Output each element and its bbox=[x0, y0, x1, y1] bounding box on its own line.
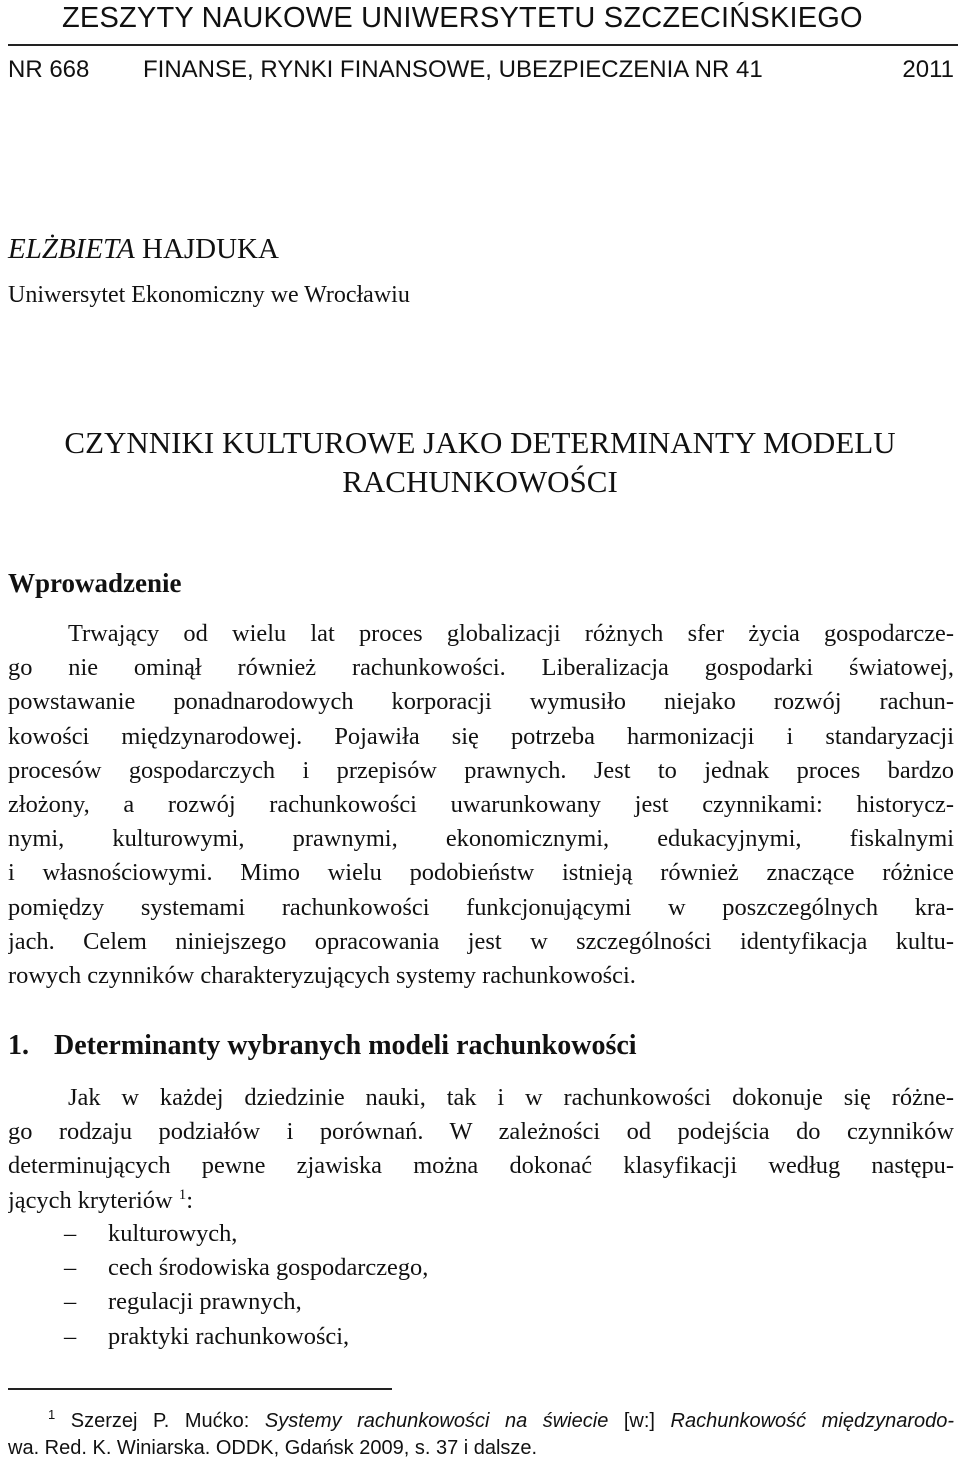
paragraph-line: nymi, kulturowymi, prawnymi, ekonomicznymi, edukacyjnymi, fiskalnymi bbox=[8, 825, 954, 853]
paragraph-line: Jak w każdej dziedzinie nauki, tak i w rachunkowości dokonuje się różne- bbox=[68, 1084, 954, 1111]
paragraph-line: pomiędzy systemami rachunkowości funkcjonującymi w poszczególnych kra- bbox=[8, 893, 954, 921]
paragraph-line: kowości międzynarodowej. Pojawiła się potrzeba harmonizacji i standaryzacji bbox=[8, 722, 954, 750]
intro-paragraph bbox=[8, 617, 954, 993]
footnote-reference[interactable]: 1 bbox=[178, 1186, 187, 1203]
footnote-line: wa. Red. K. Winiarska. ODDK, Gdańsk 2009, s. 37 i dalsze. bbox=[8, 1437, 538, 1459]
footnote-line bbox=[8, 1408, 954, 1435]
list-dash: – bbox=[64, 1322, 77, 1350]
section-title: Determinanty wybranych modeli rachunkowości bbox=[54, 1030, 637, 1061]
paragraph-line: jach. Celem niniejszego opracowania jest w szczególności identyfikacja kultu- bbox=[8, 927, 954, 955]
footnote-number: 1 bbox=[48, 1408, 56, 1422]
author-name bbox=[8, 233, 279, 266]
issue-number: NR 668 bbox=[8, 56, 90, 83]
list-dash: – bbox=[64, 1288, 77, 1316]
author-given-name: ELŻBIETA bbox=[8, 233, 135, 265]
paragraph-line bbox=[8, 1184, 954, 1218]
header-rule bbox=[8, 44, 958, 46]
list-item bbox=[64, 1217, 428, 1251]
publication-year: 2011 bbox=[902, 56, 954, 83]
article-title-line-1: CZYNNIKI KULTUROWE JAKO DETERMINANTY MODELU bbox=[64, 425, 896, 460]
list-dash: – bbox=[64, 1254, 77, 1282]
journal-issue-line bbox=[8, 56, 954, 90]
paragraph-line: determinujących pewne zjawiska można dokonać klasyfikacji według następu- bbox=[8, 1152, 954, 1180]
paragraph-line: powstawanie ponadnarodowych korporacji wymusiło niejako rozwój rachun- bbox=[8, 688, 954, 716]
footnote-volume-title: Rachunkowość międzynarodo- bbox=[670, 1410, 954, 1432]
journal-title: ZESZYTY NAUKOWE UNIWERSYTETU SZCZECIŃSKIEGO bbox=[62, 2, 863, 34]
intro-heading: Wprowadzenie bbox=[8, 568, 182, 598]
list-item-text: cech środowiska gospodarczego, bbox=[108, 1254, 429, 1282]
footnote bbox=[8, 1408, 954, 1462]
list-item bbox=[64, 1320, 428, 1354]
list-item-text: regulacji prawnych, bbox=[108, 1288, 302, 1316]
paragraph-line: Trwający od wielu lat proces globalizacji różnych sfer życia gospodarcze- bbox=[68, 620, 954, 647]
footnote-in: [w:] bbox=[608, 1410, 671, 1432]
list-item bbox=[64, 1285, 428, 1319]
section-heading bbox=[8, 1030, 637, 1062]
list-dash: – bbox=[64, 1220, 77, 1247]
section-number: 1. bbox=[8, 1030, 29, 1061]
paragraph-line: rowych czynników charakteryzujących systemy rachunkowości. bbox=[8, 961, 636, 989]
series-name: FINANSE, RYNKI FINANSOWE, UBEZPIECZENIA NR 41 bbox=[143, 56, 763, 83]
section-paragraph bbox=[8, 1081, 954, 1218]
footnote-prefix: Szerzej P. Mućko: bbox=[70, 1410, 265, 1432]
paragraph-line: procesów gospodarczych i przepisów prawnych. Jest to jednak proces bardzo bbox=[8, 756, 954, 784]
paragraph-line: go nie ominął również rachunkowości. Liberalizacja gospodarki światowej, bbox=[8, 654, 954, 682]
paragraph-line-text: jących kryteriów bbox=[8, 1186, 173, 1214]
list-item-text: praktyki rachunkowości, bbox=[108, 1322, 350, 1350]
paragraph-line-end: : bbox=[186, 1186, 193, 1214]
criteria-list bbox=[64, 1217, 428, 1354]
article-title-line-2: RACHUNKOWOŚCI bbox=[342, 464, 618, 499]
article-title bbox=[0, 423, 960, 501]
list-item bbox=[64, 1251, 428, 1285]
author-family-name: HAJDUKA bbox=[142, 233, 279, 265]
paragraph-line: złożony, a rozwój rachunkowości uwarunkowany jest czynnikami: historycz- bbox=[8, 790, 954, 818]
list-item-text: kulturowych, bbox=[108, 1220, 238, 1247]
paragraph-line: i własnościowymi. Mimo wielu podobieństw istnieją również znaczące różnice bbox=[8, 859, 954, 887]
footnote-rule bbox=[8, 1388, 392, 1390]
author-affiliation: Uniwersytet Ekonomiczny we Wrocławiu bbox=[8, 282, 410, 308]
footnote-book-title: Systemy rachunkowości na świecie bbox=[264, 1410, 609, 1432]
paragraph-line: go rodzaju podziałów i porównań. W zależności od podejścia do czynników bbox=[8, 1118, 954, 1146]
